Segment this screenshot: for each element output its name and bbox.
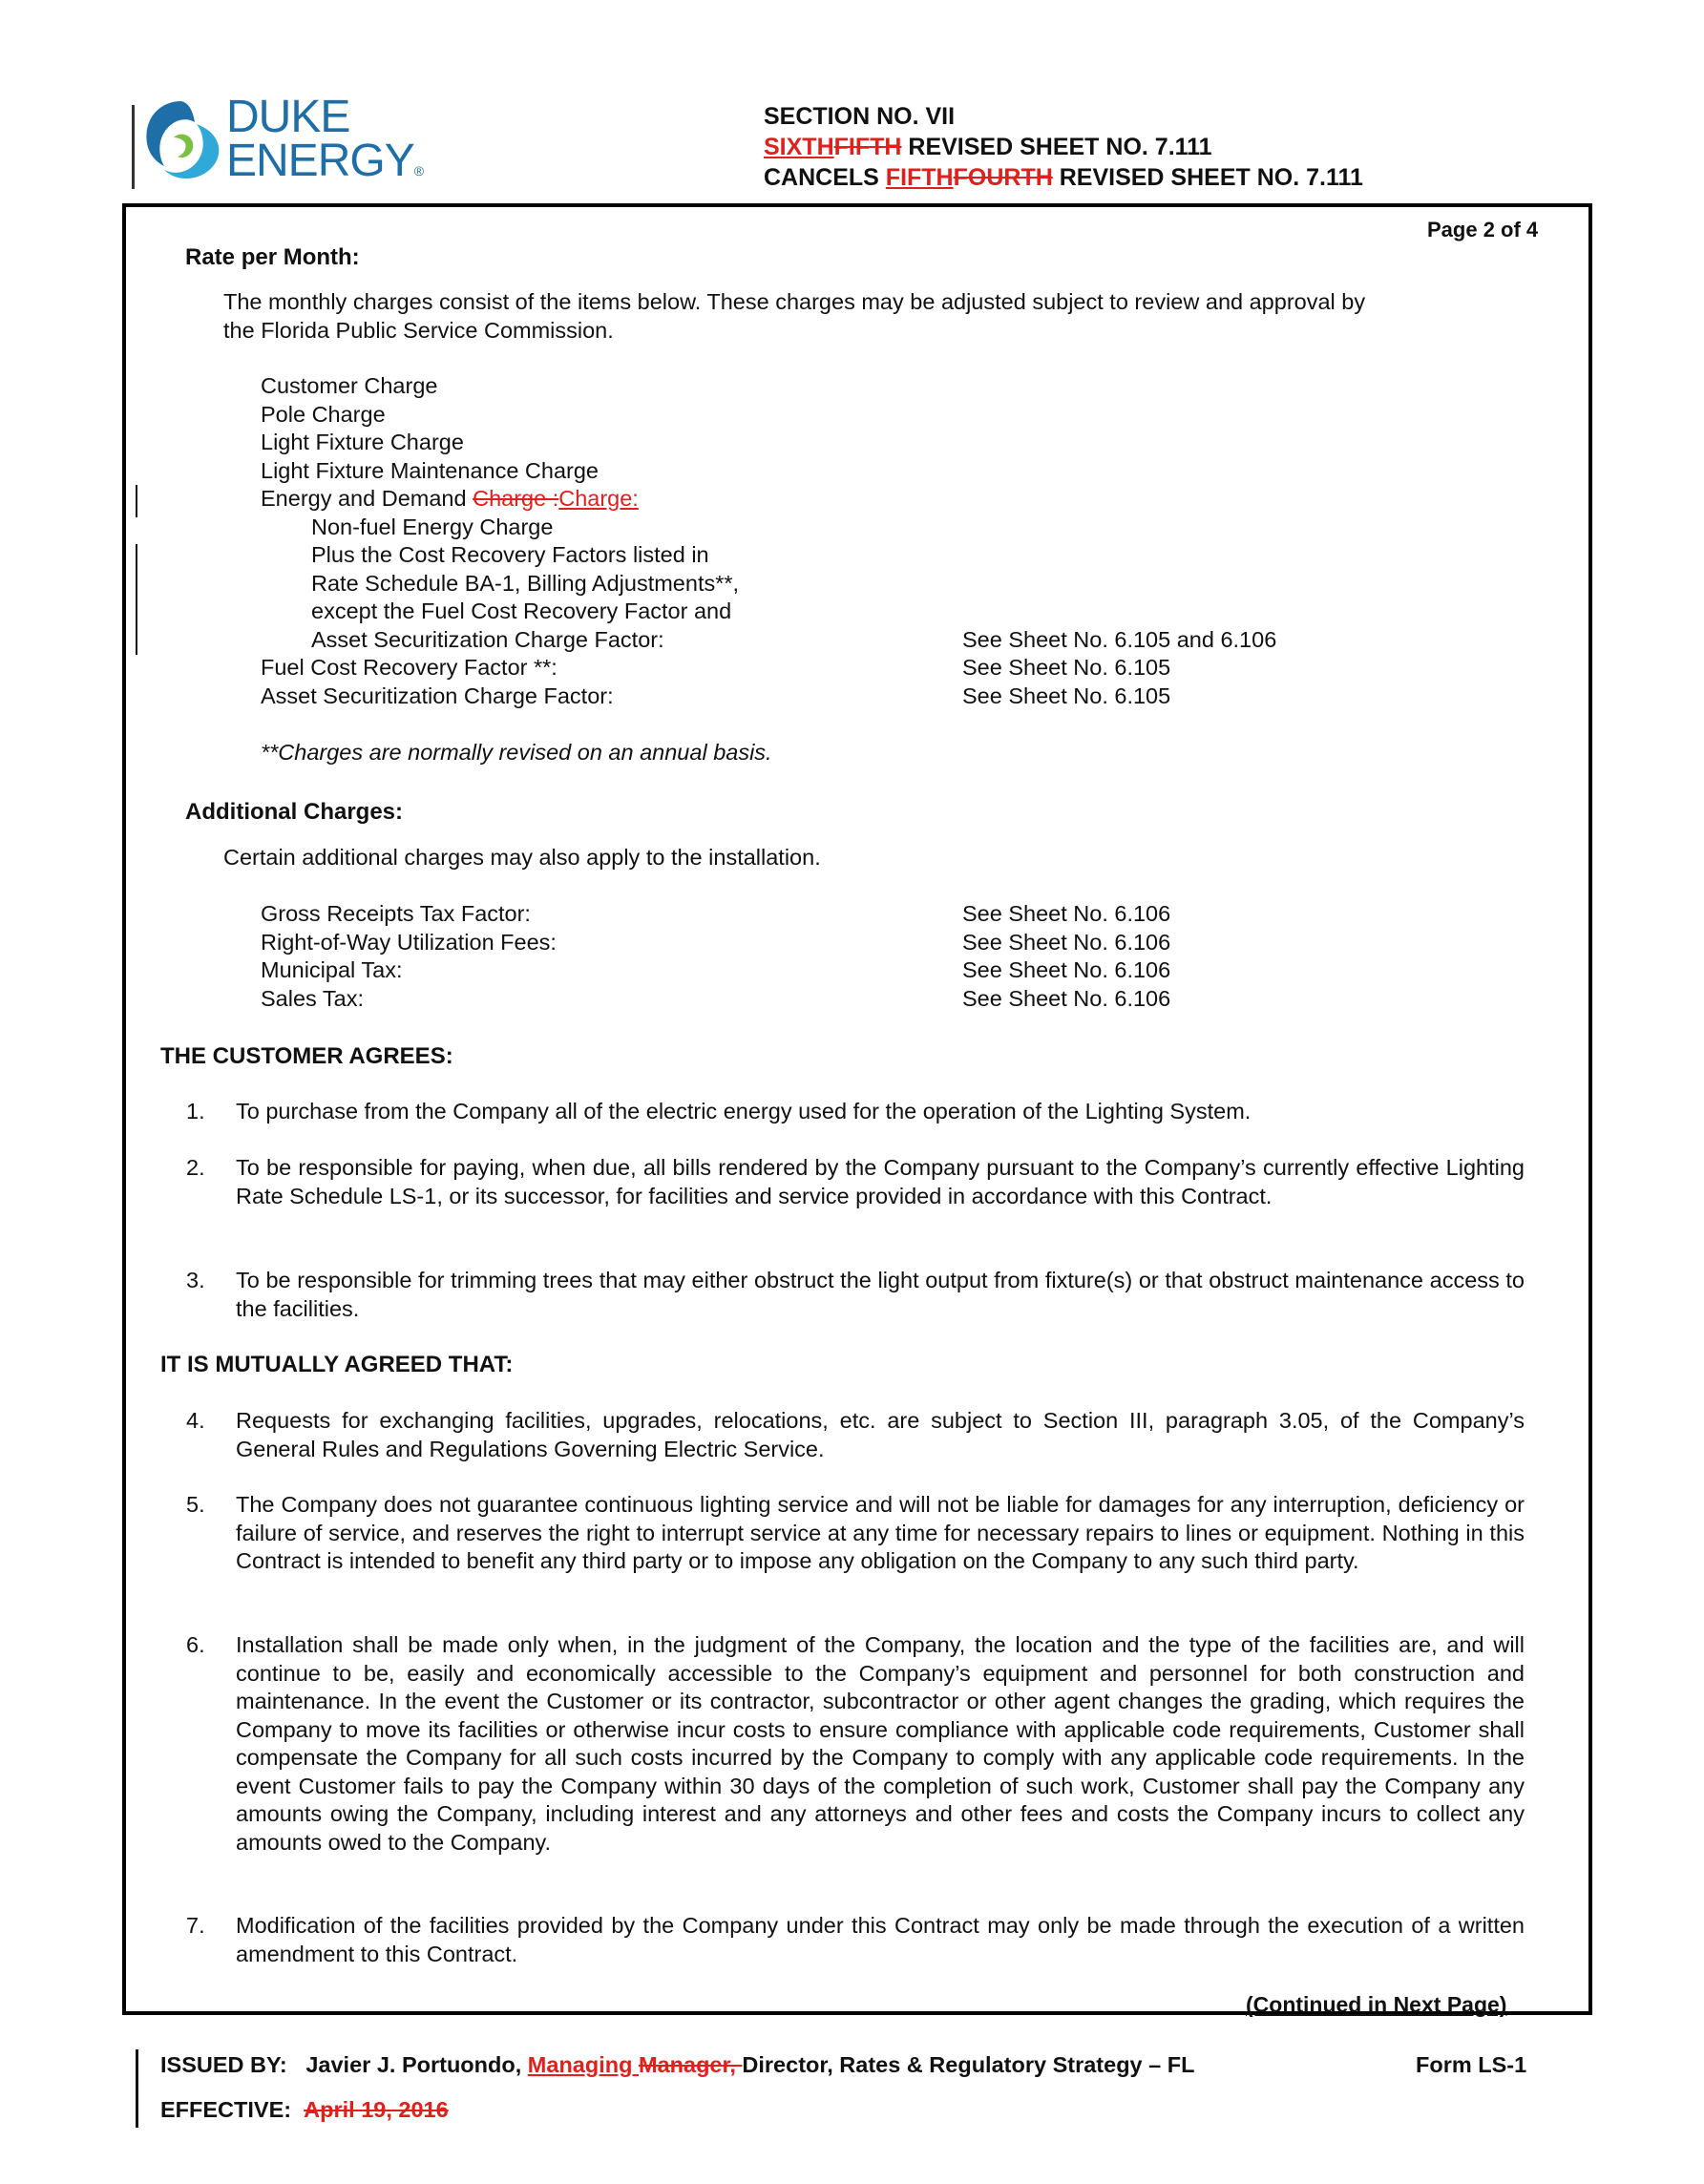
additional-charges-heading: Additional Charges: <box>185 799 404 825</box>
fuel-factor-label: Fuel Cost Recovery Factor **: <box>261 655 557 680</box>
cancels-rest: REVISED SHEET NO. 7.111 <box>1052 164 1363 191</box>
cancels-deleted-text: FOURTH <box>953 164 1053 191</box>
sheet-header <box>764 101 1363 193</box>
energy-sub-line: Rate Schedule BA-1, Billing Adjustments**, <box>311 571 740 596</box>
effective-deleted-date: April 19, 2016 <box>304 2097 449 2122</box>
clause-text: To purchase from the Company all of the electric energy used for the operation of the Lighting System. <box>236 1099 1252 1124</box>
energy-sheet-reference: See Sheet No. 6.105 and 6.106 <box>962 627 1277 652</box>
additional-charge-label: Right-of-Way Utilization Fees: <box>261 930 557 955</box>
cancels-inserted-text: FIFTH <box>885 164 954 191</box>
cancels-prefix: CANCELS <box>764 164 886 191</box>
fuel-factor-reference: See Sheet No. 6.105 <box>962 655 1171 680</box>
effective-label: EFFECTIVE: <box>160 2097 292 2122</box>
continued-note: (Continued in Next Page) <box>1246 1992 1507 2017</box>
clause-number: 5. <box>186 1492 205 1517</box>
logo-word-duke: DUKE <box>226 92 350 142</box>
rate-heading: Rate per Month: <box>185 244 360 270</box>
energy-prefix: Energy and Demand <box>261 486 473 511</box>
charge-item: Pole Charge <box>261 402 386 427</box>
page-number: Page 2 of 4 <box>1427 218 1539 242</box>
energy-sub-line: Non-fuel Energy Charge <box>311 514 554 539</box>
clause-text: Requests for exchanging facilities, upgrades, relocations, etc. are subject to Section III, paragraph 3.05, of the Company’s General Rules and Regulations Governing Electric Service. <box>236 1408 1525 1461</box>
revision-change-bar <box>136 544 137 655</box>
footer-change-bar <box>136 2049 138 2128</box>
charge-item: Customer Charge <box>261 373 438 398</box>
revision-change-bar <box>136 485 137 517</box>
clause-number: 2. <box>186 1155 205 1180</box>
asset-factor-label: Asset Securitization Charge Factor: <box>261 683 614 708</box>
additional-charge-label: Municipal Tax: <box>261 957 403 982</box>
duke-energy-logo-icon <box>136 95 223 187</box>
issued-by-line <box>160 2052 1194 2078</box>
annual-revision-note: **Charges are normally revised on an annual basis. <box>261 740 772 765</box>
cancels-line <box>764 162 1363 193</box>
clause-text: The Company does not guarantee continuous lighting service and will not be liable for damages for any interruption, deficiency or failure of service, and reserves the right to interrupt service at any time for necessary repairs to lines or equipment. Nothing in this Contract is intended to benefit any third party or to impose any obligation on the Company to any such third party. <box>236 1492 1525 1573</box>
additional-charge-label: Gross Receipts Tax Factor: <box>261 901 531 926</box>
registered-mark: ® <box>413 163 424 178</box>
clause-number: 3. <box>186 1268 205 1292</box>
issuer-deleted-text: Manager, <box>639 2052 743 2077</box>
issued-label: ISSUED BY: <box>160 2052 287 2077</box>
additional-charge-reference: See Sheet No. 6.106 <box>962 957 1171 982</box>
charge-item: Light Fixture Maintenance Charge <box>261 458 600 483</box>
revised-sheet-line <box>764 132 1363 162</box>
issuer-title: Director, Rates & Regulatory Strategy – FL <box>742 2052 1195 2077</box>
energy-sub-line: except the Fuel Cost Recovery Factor and <box>311 598 732 623</box>
sheet-inserted-text: SIXTH <box>764 134 834 160</box>
sheet-deleted-text: FIFTH <box>833 134 902 160</box>
mutually-agreed-heading: IT IS MUTUALLY AGREED THAT: <box>160 1352 514 1377</box>
section-number: SECTION NO. VII <box>764 103 956 130</box>
issuer-name: Javier J. Portuondo, <box>305 2052 528 2077</box>
additional-charge-reference: See Sheet No. 6.106 <box>962 930 1171 955</box>
logo-divider <box>132 105 135 189</box>
additional-charge-label: Sales Tax: <box>261 986 364 1011</box>
rate-intro-line2: the Florida Public Service Commission. <box>223 318 614 343</box>
energy-deleted-text: Charge : <box>473 486 559 511</box>
clause-text: Modification of the facilities provided by the Company under this Contract may only be made through the execution of a written amendment to this Contract. <box>236 1913 1525 1966</box>
energy-demand-charge <box>261 485 639 514</box>
form-number: Form LS-1 <box>1416 2052 1527 2077</box>
asset-factor-reference: See Sheet No. 6.105 <box>962 683 1171 708</box>
effective-line <box>160 2097 449 2123</box>
customer-agrees-heading: THE CUSTOMER AGREES: <box>160 1043 453 1069</box>
clause-text: To be responsible for paying, when due, all bills rendered by the Company pursuant to the Company’s currently effective Lighting Rate Schedule LS-1, or its successor, for facilities and service provided in accordance with this Contract. <box>236 1155 1525 1208</box>
energy-sub-line: Asset Securitization Charge Factor: <box>311 627 664 652</box>
clause-text: Installation shall be made only when, in the judgment of the Company, the location and the type of the facilities are, and will continue to be, easily and economically accessible to the Company’s equipment and personnel for both construction and maintenance. In the event the Customer or its contractor, subcontractor or other agent changes the grading, which requires the Company to move its facilities or otherwise incur costs to ensure compliance with applicable code requirements, Customer shall compensate the Company for all such costs incurred by the Company to comply with any applicable code requirements. In the event Customer fails to pay the Company within 30 days of the completion of such work, Customer shall pay the Company any amounts owing the Company, including interest and any attorneys and other fees and costs the Company incurs to collect any amounts owed to the Company. <box>236 1632 1525 1855</box>
additional-charges-intro: Certain additional charges may also apply to the installation. <box>223 845 821 870</box>
sheet-rest: REVISED SHEET NO. 7.111 <box>901 134 1212 160</box>
clause-text: To be responsible for trimming trees that may either obstruct the light output from fixture(s) or that obstruct maintenance access to the facilities. <box>236 1268 1525 1321</box>
additional-charge-reference: See Sheet No. 6.106 <box>962 901 1171 926</box>
clause-number: 7. <box>186 1913 205 1938</box>
charge-item: Light Fixture Charge <box>261 430 464 454</box>
company-logo-text <box>226 92 424 193</box>
additional-charge-reference: See Sheet No. 6.106 <box>962 986 1171 1011</box>
issuer-inserted-text: Managing <box>527 2052 639 2077</box>
logo-word-energy: ENERGY <box>226 136 414 186</box>
energy-inserted-text: Charge: <box>558 486 639 511</box>
rate-intro-line1: The monthly charges consist of the items below. These charges may be adjusted subject to review and approval by <box>223 289 1366 314</box>
clause-number: 6. <box>186 1632 205 1657</box>
clause-number: 4. <box>186 1408 205 1433</box>
clause-number: 1. <box>186 1099 205 1124</box>
energy-sub-line: Plus the Cost Recovery Factors listed in <box>311 542 709 567</box>
